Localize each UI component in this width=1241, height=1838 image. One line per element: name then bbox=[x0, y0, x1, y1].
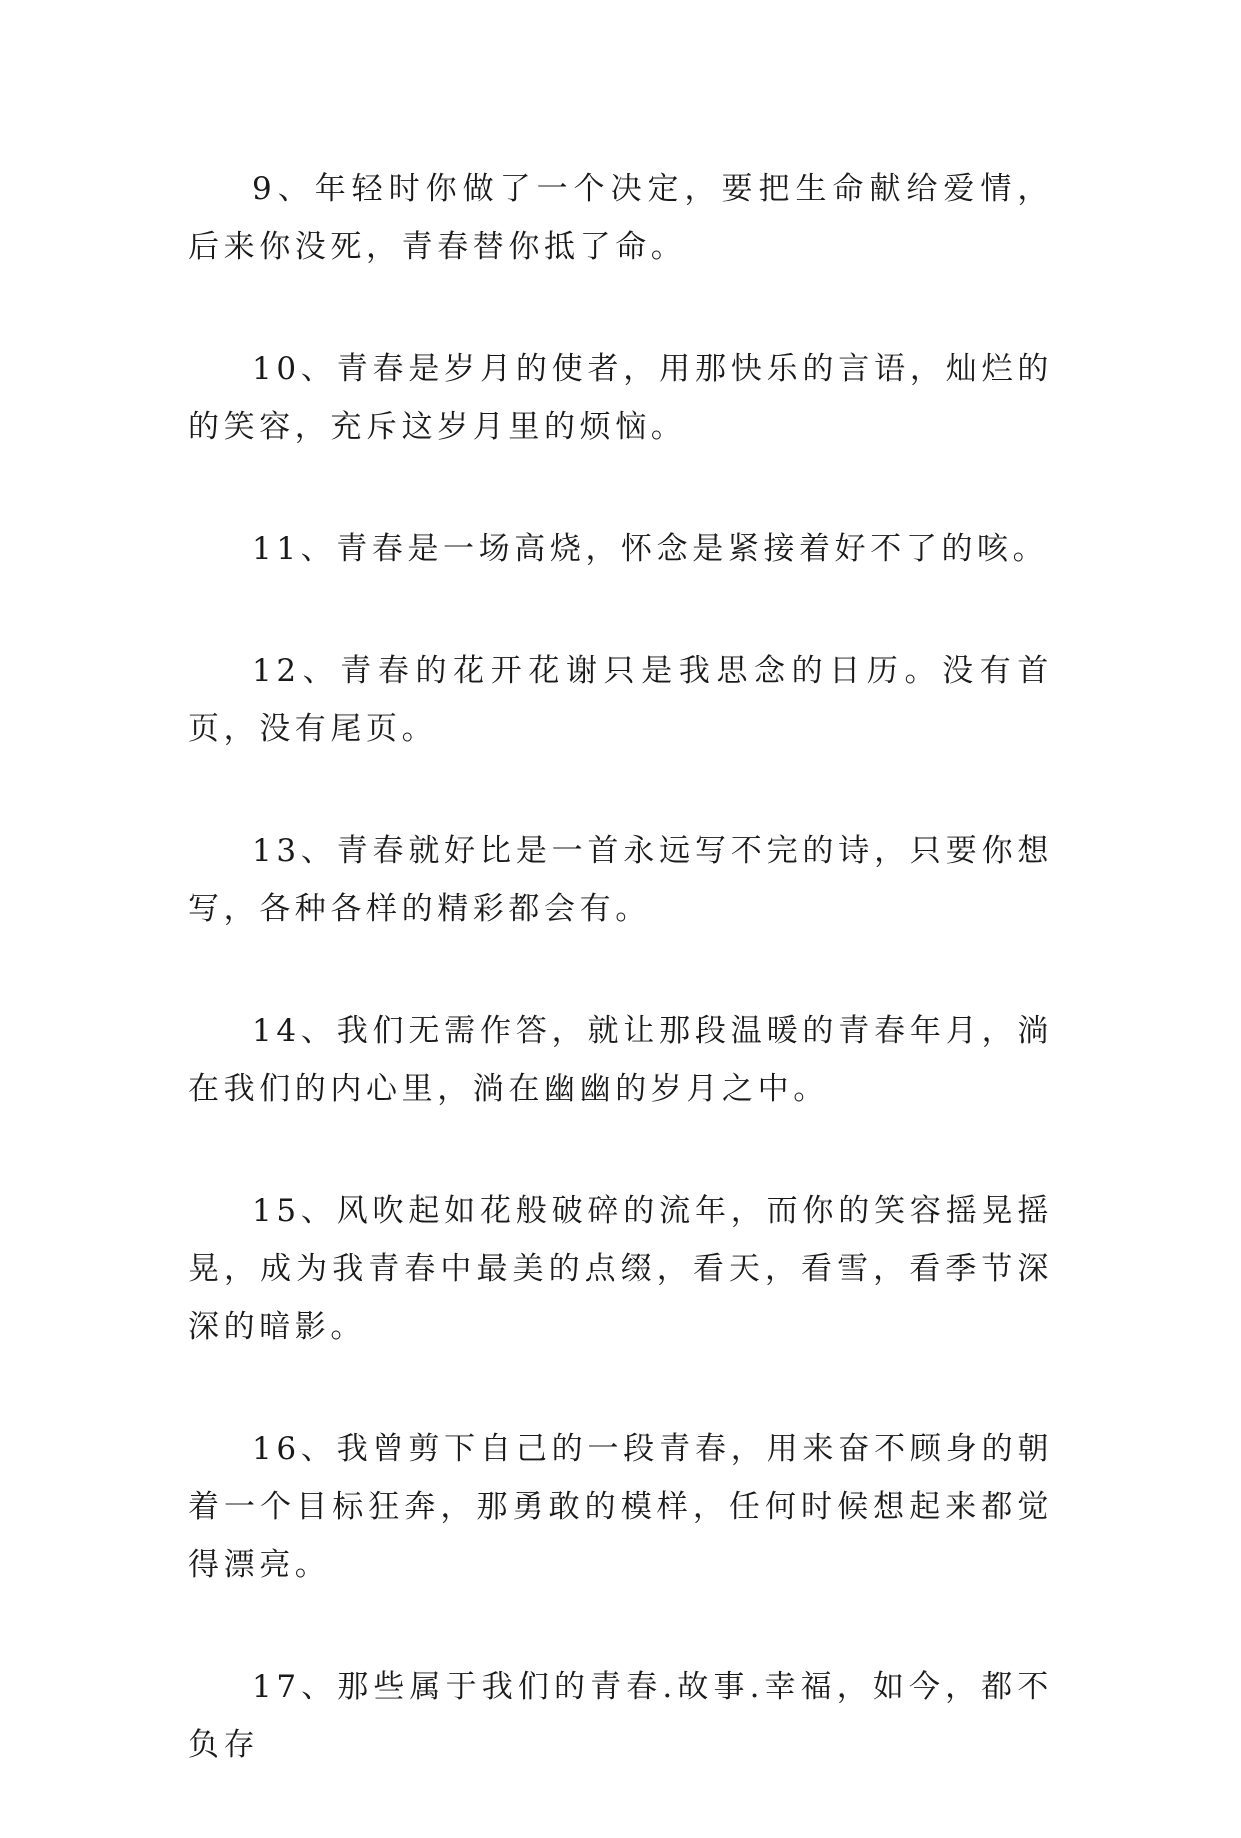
paragraph-10: 10、青春是岁月的使者，用那快乐的言语，灿烂的的笑容，充斥这岁月里的烦恼。 bbox=[188, 351, 1053, 445]
paragraph-15: 15、风吹起如花般破碎的流年，而你的笑容摇晃摇晃，成为我青春中最美的点缀，看天，看雪，看季节深深的暗影。 bbox=[188, 1193, 1053, 1345]
paragraph-12: 12、青春的花开花谢只是我思念的日历。没有首页，没有尾页。 bbox=[188, 653, 1053, 747]
paragraph-16: 16、我曾剪下自己的一段青春，用来奋不顾身的朝着一个目标狂奔，那勇敢的模样，任何时候想起来都觉得漂亮。 bbox=[188, 1431, 1053, 1583]
paragraph-13: 13、青春就好比是一首永远写不完的诗，只要你想写，各种各样的精彩都会有。 bbox=[188, 833, 1053, 927]
document-body bbox=[188, 160, 1053, 1838]
paragraph-14: 14、我们无需作答，就让那段温暖的青春年月，淌在我们的内心里，淌在幽幽的岁月之中。 bbox=[188, 1013, 1053, 1107]
paragraph-11: 11、青春是一场高烧，怀念是紧接着好不了的咳。 bbox=[252, 531, 1049, 567]
paragraph-17: 17、那些属于我们的青春.故事.幸福，如今，都不负存 bbox=[188, 1669, 1053, 1763]
paragraph-9: 9、年轻时你做了一个决定，要把生命献给爱情，后来你没死，青春替你抵了命。 bbox=[188, 171, 1053, 265]
